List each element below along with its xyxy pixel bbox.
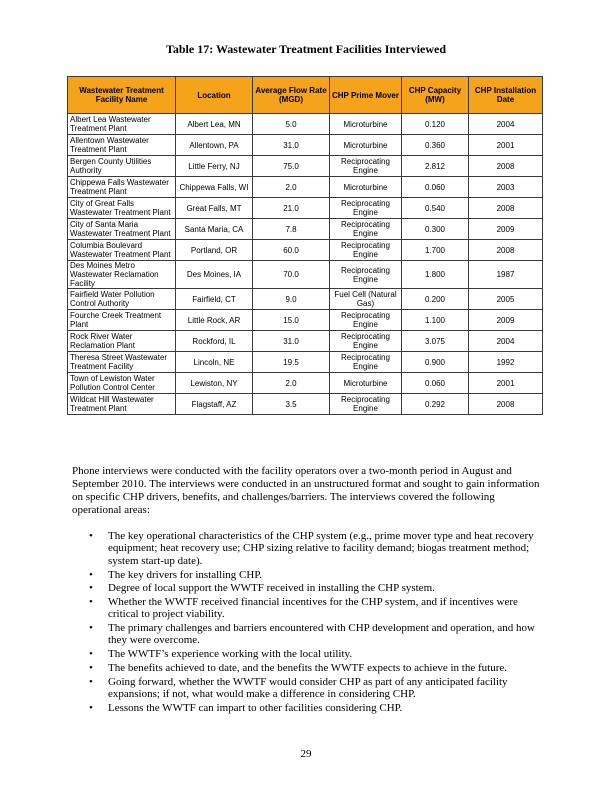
cell-average-flow-rate: 9.0 (253, 289, 330, 310)
bullet-icon: • (89, 568, 93, 581)
cell-average-flow-rate: 7.8 (253, 219, 330, 240)
list-item (72, 662, 542, 674)
cell-facility-name: Fourche Creek Treatment Plant (68, 310, 176, 331)
cell-average-flow-rate: 19.5 (253, 352, 330, 373)
cell-location: Portland, OR (176, 240, 253, 261)
cell-average-flow-rate: 5.0 (253, 114, 330, 135)
cell-chp-installation-date: 2004 (469, 114, 543, 135)
table-row (68, 331, 543, 352)
cell-location: Lincoln, NE (176, 352, 253, 373)
bullet-icon: • (89, 530, 93, 542)
cell-chp-installation-date: 2005 (469, 289, 543, 310)
cell-chp-capacity: 0.292 (402, 394, 469, 415)
table-row (68, 135, 543, 156)
bullet-icon: • (89, 675, 93, 688)
cell-average-flow-rate: 31.0 (253, 135, 330, 156)
cell-average-flow-rate: 3.5 (253, 394, 330, 415)
cell-chp-capacity: 0.360 (402, 135, 469, 156)
cell-facility-name: Allentown Wastewater Treatment Plant (68, 135, 176, 156)
cell-chp-prime-mover: Microturbine (330, 177, 402, 198)
cell-average-flow-rate: 70.0 (253, 261, 330, 289)
cell-chp-installation-date: 1987 (469, 261, 543, 289)
cell-average-flow-rate: 2.0 (253, 177, 330, 198)
header-facility-name: Wastewater Treatment Facility Name (68, 77, 176, 114)
cell-facility-name: Town of Lewiston Water Pollution Control Center (68, 373, 176, 394)
cell-location: Little Ferry, NJ (176, 156, 253, 177)
table-row (68, 219, 543, 240)
bullet-icon: • (89, 661, 93, 674)
cell-chp-capacity: 2.812 (402, 156, 469, 177)
cell-chp-prime-mover: Microturbine (330, 373, 402, 394)
cell-chp-installation-date: 2001 (469, 373, 543, 394)
bullet-icon: • (89, 582, 93, 595)
cell-chp-capacity: 0.300 (402, 219, 469, 240)
cell-chp-capacity: 0.540 (402, 198, 469, 219)
cell-facility-name: Fairfield Water Pollution Control Authority (68, 289, 176, 310)
facilities-table (67, 76, 543, 415)
table-row (68, 198, 543, 219)
cell-chp-prime-mover: Reciprocating Engine (330, 261, 402, 289)
cell-location: Rockford, IL (176, 331, 253, 352)
table-row (68, 177, 543, 198)
bullet-icon: • (89, 648, 93, 661)
table-caption: Table 17: Wastewater Treatment Facilities Interviewed (165, 42, 447, 56)
cell-chp-prime-mover: Reciprocating Engine (330, 240, 402, 261)
cell-facility-name: Des Moines Metro Wastewater Reclamation Facility (68, 261, 176, 289)
cell-chp-capacity: 0.060 (402, 177, 469, 198)
cell-chp-prime-mover: Reciprocating Engine (330, 310, 402, 331)
list-item (72, 582, 542, 594)
cell-chp-prime-mover: Fuel Cell (Natural Gas) (330, 289, 402, 310)
header-chp-installation-date: CHP Installation Date (469, 77, 543, 114)
table-row (68, 373, 543, 394)
body-paragraph: Phone interviews were conducted with the facility operators over a two-month period in August and September 2010. The interviews were conducted in an unstructured format and sought to gain information on specific CHP drivers, benefits, and challenges/barriers. The interviews covered the following operational areas: (72, 465, 540, 516)
cell-chp-capacity: 1.700 (402, 240, 469, 261)
cell-location: Flagstaff, AZ (176, 394, 253, 415)
cell-location: Albert Lea, MN (176, 114, 253, 135)
bullet-icon: • (89, 595, 93, 608)
cell-chp-prime-mover: Reciprocating Engine (330, 198, 402, 219)
cell-chp-prime-mover: Reciprocating Engine (330, 156, 402, 177)
table-row (68, 156, 543, 177)
cell-location: Allentown, PA (176, 135, 253, 156)
list-item-text: The key operational characteristics of the CHP system (e.g., prime mover type and heat recovery equipment; heat recovery use; CHP sizing relative to facility demand; biogas treatment method; system start-up date). (108, 530, 534, 567)
cell-location: Chippewa Falls, WI (176, 177, 253, 198)
list-item-text: The key drivers for installing CHP. (108, 568, 262, 581)
cell-average-flow-rate: 31.0 (253, 331, 330, 352)
cell-facility-name: Bergen County Utilities Authority (68, 156, 176, 177)
list-item (72, 530, 542, 567)
cell-chp-capacity: 0.900 (402, 352, 469, 373)
cell-facility-name: City of Great Falls Wastewater Treatment Plant (68, 198, 176, 219)
header-chp-capacity: CHP Capacity (MW) (402, 77, 469, 114)
list-item-text: Going forward, whether the WWTF would consider CHP as part of any anticipated facility expansions; if not, what would make a difference in considering CHP. (108, 675, 508, 700)
cell-facility-name: Theresa Street Wastewater Treatment Facility (68, 352, 176, 373)
cell-chp-prime-mover: Microturbine (330, 114, 402, 135)
header-location: Location (176, 77, 253, 114)
cell-average-flow-rate: 75.0 (253, 156, 330, 177)
cell-chp-installation-date: 2008 (469, 394, 543, 415)
list-item-text: Whether the WWTF received financial incentives for the CHP system, and if incentives were critical to project viability. (108, 595, 518, 621)
list-item (72, 676, 542, 701)
cell-average-flow-rate: 15.0 (253, 310, 330, 331)
cell-location: Great Falls, MT (176, 198, 253, 219)
cell-chp-installation-date: 2003 (469, 177, 543, 198)
table-row (68, 352, 543, 373)
cell-chp-capacity: 0.200 (402, 289, 469, 310)
page-number: 29 (300, 748, 312, 760)
cell-facility-name: Chippewa Falls Wastewater Treatment Plant (68, 177, 176, 198)
list-item (72, 622, 542, 647)
list-item (72, 596, 542, 621)
cell-average-flow-rate: 21.0 (253, 198, 330, 219)
table-row (68, 261, 543, 289)
cell-facility-name: Columbia Boulevard Wastewater Treatment Plant (68, 240, 176, 261)
cell-chp-capacity: 0.060 (402, 373, 469, 394)
cell-facility-name: Wildcat Hill Wastewater Treatment Plant (68, 394, 176, 415)
table-row (68, 240, 543, 261)
table-header-row (68, 77, 543, 114)
cell-chp-prime-mover: Reciprocating Engine (330, 219, 402, 240)
list-item-text: Degree of local support the WWTF received in installing the CHP system. (108, 582, 435, 595)
cell-location: Lewiston, NY (176, 373, 253, 394)
list-item (72, 569, 542, 581)
cell-facility-name: Albert Lea Wastewater Treatment Plant (68, 114, 176, 135)
cell-chp-installation-date: 2008 (469, 198, 543, 219)
table-row (68, 289, 543, 310)
cell-average-flow-rate: 2.0 (253, 373, 330, 394)
header-average-flow-rate: Average Flow Rate (MGD) (253, 77, 330, 114)
list-item-text: The WWTF’s experience working with the local utility. (108, 648, 353, 661)
cell-chp-prime-mover: Reciprocating Engine (330, 394, 402, 415)
cell-chp-installation-date: 2009 (469, 219, 543, 240)
table-row (68, 394, 543, 415)
cell-chp-installation-date: 2008 (469, 240, 543, 261)
cell-chp-installation-date: 2004 (469, 331, 543, 352)
cell-chp-capacity: 0.120 (402, 114, 469, 135)
bullet-icon: • (89, 622, 93, 635)
cell-location: Little Rock, AR (176, 310, 253, 331)
cell-chp-capacity: 1.100 (402, 310, 469, 331)
operational-areas-list (72, 530, 542, 715)
cell-location: Santa Maria, CA (176, 219, 253, 240)
cell-chp-prime-mover: Reciprocating Engine (330, 331, 402, 352)
cell-chp-prime-mover: Microturbine (330, 135, 402, 156)
cell-chp-installation-date: 2009 (469, 310, 543, 331)
table-row (68, 310, 543, 331)
cell-chp-installation-date: 1992 (469, 352, 543, 373)
list-item-text: Lessons the WWTF can impart to other facilities considering CHP. (108, 701, 403, 714)
cell-chp-prime-mover: Reciprocating Engine (330, 352, 402, 373)
cell-chp-capacity: 1.800 (402, 261, 469, 289)
table-row (68, 114, 543, 135)
cell-location: Fairfield, CT (176, 289, 253, 310)
list-item-text: The benefits achieved to date, and the benefits the WWTF expects to achieve in the future. (108, 661, 508, 674)
cell-chp-installation-date: 2008 (469, 156, 543, 177)
cell-facility-name: Rock River Water Reclamation Plant (68, 331, 176, 352)
list-item (72, 702, 542, 714)
list-item-text: The primary challenges and barriers encountered with CHP development and operation, and how they were overcome. (108, 622, 535, 647)
cell-chp-installation-date: 2001 (469, 135, 543, 156)
table-body (68, 114, 543, 415)
header-chp-prime-mover: CHP Prime Mover (330, 77, 402, 114)
bullet-icon: • (89, 701, 93, 714)
cell-facility-name: City of Santa Maria Wastewater Treatment Plant (68, 219, 176, 240)
cell-location: Des Moines, IA (176, 261, 253, 289)
list-item (72, 648, 542, 660)
cell-average-flow-rate: 60.0 (253, 240, 330, 261)
cell-chp-capacity: 3.075 (402, 331, 469, 352)
